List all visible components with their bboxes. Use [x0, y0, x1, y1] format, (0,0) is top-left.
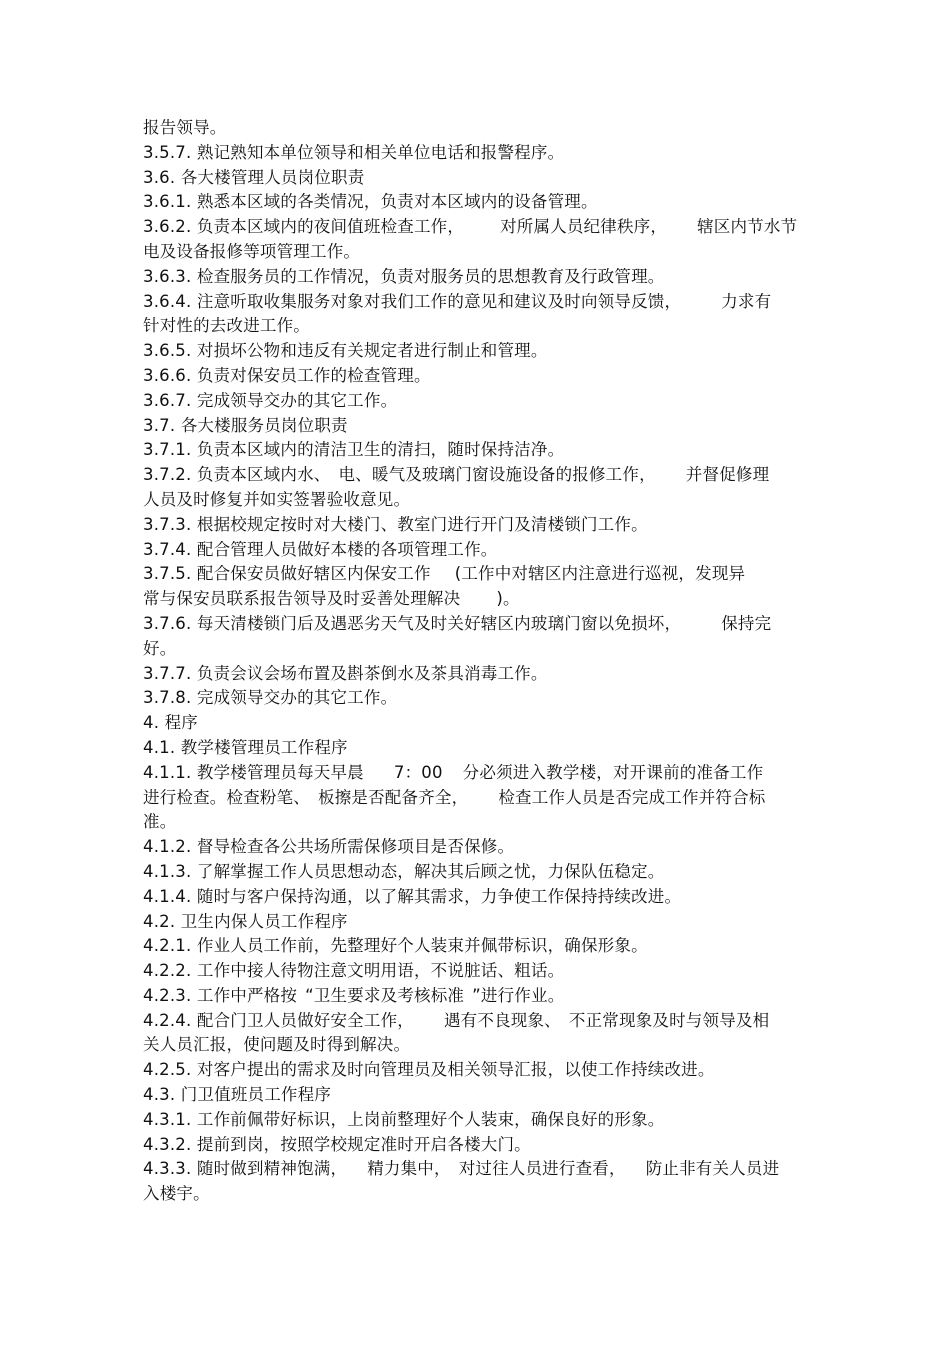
text-line: 3.7.4. 配合管理人员做好本楼的各项管理工作。 [143, 539, 498, 559]
text-line: 3.7.2. 负责本区域内水、 电、暖气及玻璃门窗设施设备的报修工作， 并督促修理 [143, 465, 770, 485]
text-line: 4.2.3. 工作中严格按 “卫生要求及考核标准 ”进行作业。 [143, 985, 565, 1005]
text-line: 入楼宇。 [143, 1184, 210, 1204]
text-line: 3.5.7. 熟记熟知本单位领导和相关单位电话和报警程序。 [143, 142, 565, 162]
text-line: 4.1.4. 随时与客户保持沟通，以了解其需求，力争使工作保持持续改进。 [143, 886, 682, 906]
text-line: 3.6.1. 熟悉本区域的各类情况，负责对本区域内的设备管理。 [143, 192, 598, 212]
section-heading: 3.6. 各大楼管理人员岗位职责 [143, 167, 365, 187]
text-line: 3.6.5. 对损坏公物和违反有关规定者进行制止和管理。 [143, 341, 548, 361]
section-heading: 4.1. 教学楼管理员工作程序 [143, 737, 348, 757]
text-line: 3.6.3. 检查服务员的工作情况，负责对服务员的思想教育及行政管理。 [143, 266, 665, 286]
text-line: 4.2.4. 配合门卫人员做好安全工作， 遇有不良现象、 不正常现象及时与领导及相 [143, 1010, 770, 1030]
text-line: 进行检查。检查粉笔、 板擦是否配备齐全， 检查工作人员是否完成工作并符合标 [143, 787, 766, 807]
text-line: 报告领导。 [143, 118, 227, 137]
section-heading: 3.7. 各大楼服务员岗位职责 [143, 415, 348, 435]
text-line: 关人员汇报，使问题及时得到解决。 [143, 1035, 411, 1055]
document-page [143, 116, 808, 1207]
text-line: 3.6.2. 负责本区域内的夜间值班检查工作， 对所属人员纪律秩序， 辖区内节水节 [143, 217, 798, 237]
text-line: 准。 [143, 812, 177, 832]
text-line: 3.7.7. 负责会议会场布置及斟茶倒水及茶具消毒工作。 [143, 663, 548, 683]
text-line: 好。 [143, 638, 177, 658]
text-line: 3.6.6. 负责对保安员工作的检查管理。 [143, 365, 431, 385]
text-line: 3.7.8. 完成领导交办的其它工作。 [143, 688, 398, 708]
text-line: 3.7.5. 配合保安员做好辖区内保安工作 (工作中对辖区内注意进行巡视，发现异 [143, 564, 746, 584]
text-line: 4.3.3. 随时做到精神饱满， 精力集中， 对过往人员进行查看， 防止非有关人员进 [143, 1159, 780, 1179]
text-line: 3.6.7. 完成领导交办的其它工作。 [143, 390, 398, 410]
text-line: 3.7.6. 每天清楼锁门后及遇恶劣天气及时关好辖区内玻璃门窗以免损坏， 保持完 [143, 613, 772, 633]
text-line: 3.6.4. 注意听取收集服务对象对我们工作的意见和建议及时向领导反馈， 力求有 [143, 291, 772, 311]
section-heading: 4. 程序 [143, 713, 198, 733]
text-line: 针对性的去改进工作。 [143, 316, 310, 336]
text-line: 4.1.2. 督导检查各公共场所需保修项目是否保修。 [143, 837, 515, 857]
text-line: 电及设备报修等项管理工作。 [143, 241, 361, 261]
text-line: 常与保安员联系报告领导及时妥善处理解决 )。 [143, 589, 520, 609]
text-line: 3.7.3. 根据校规定按时对大楼门、教室门进行开门及清楼锁门工作。 [143, 514, 648, 534]
text-line: 人员及时修复并如实签署验收意见。 [143, 489, 411, 509]
text-line: 4.2.1. 作业人员工作前，先整理好个人装束并佩带标识，确保形象。 [143, 936, 648, 956]
section-heading: 4.2. 卫生内保人员工作程序 [143, 911, 348, 931]
text-line: 4.1.3. 了解掌握工作人员思想动态，解决其后顾之忧，力保队伍稳定。 [143, 861, 665, 881]
text-line: 4.3.2. 提前到岗，按照学校规定准时开启各楼大门。 [143, 1134, 531, 1154]
text-line: 4.1.1. 教学楼管理员每天早晨 7：00 分必须进入教学楼，对开课前的准备工作 [143, 762, 764, 782]
text-line: 4.2.2. 工作中接人待物注意文明用语，不说脏话、粗话。 [143, 961, 565, 981]
text-line: 3.7.1. 负责本区域内的清洁卫生的清扫，随时保持洁净。 [143, 440, 565, 460]
text-line: 4.2.5. 对客户提出的需求及时向管理员及相关领导汇报，以使工作持续改进。 [143, 1060, 715, 1080]
section-heading: 4.3. 门卫值班员工作程序 [143, 1085, 332, 1105]
text-line: 4.3.1. 工作前佩带好标识，上岗前整理好个人装束，确保良好的形象。 [143, 1109, 665, 1129]
